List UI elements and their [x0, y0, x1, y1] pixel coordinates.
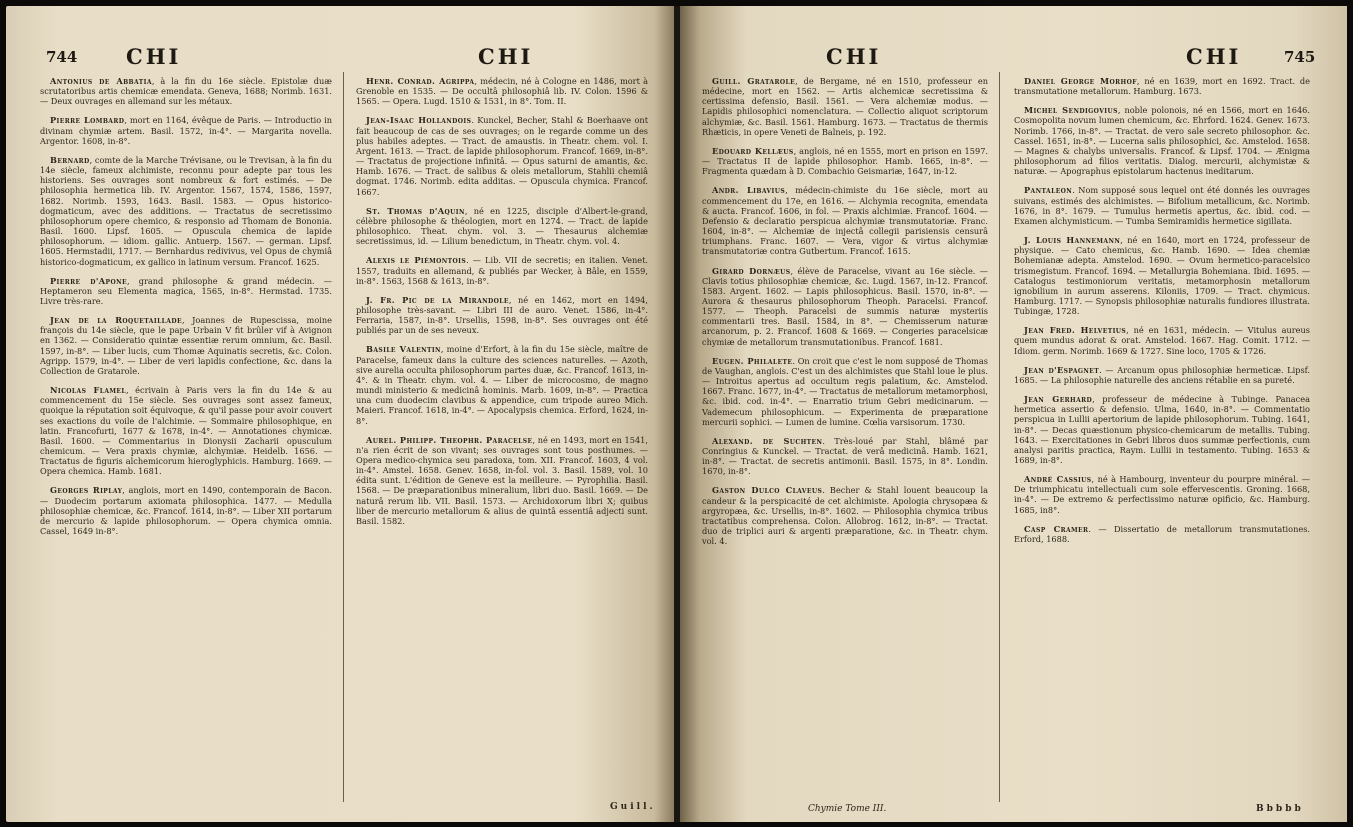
- entry-text: , de Bergame, né en 1510, professeur en médecine, mort en 1562. — Artis alchemicæ secretissima & certissima defensio, Basil. 1561. — Vera alchemiæ modus. — Lapidis philosophici nomenclatura. — Collectio aliquot scriptorum alchymiæ, &c. Basil. 1561. Hamburg. 1673. — Tractatus de thermis Rhæticis, in opere Veneti de Balneis, p. 192.: [702, 76, 988, 137]
- entry-text: , écrivain à Paris vers la fin du 14e & au commencement du 15e siècle. Ses ouvrages sont assez fameux, quoique la réputation soit équivoque, & qu'il passe pour avoir couvert ses exactions du voile de l'alchimie. — Sommaire philosophique, en latin. Francofurti, 1677 & 1678, in-4°. — Annotationes chymicæ. Basil. 1600. — Commentarius in Dionysii Zacharii opusculum chemicum. — Vera praxis chymiæ, alchymiæ. Heidelb. 1656. — Tractatus de figuris alchemicorum hieroglyphicis. Hamburg. 1669. — Opera chemica. Hamb. 1681.: [40, 385, 333, 477]
- dictionary-entry: [356, 255, 648, 285]
- dictionary-entry: [702, 485, 988, 546]
- dictionary-entry: [1014, 185, 1310, 226]
- right-column-1: [702, 76, 988, 555]
- entry-name: Basile Valentin: [366, 344, 441, 355]
- entry-name: André Cassius: [1024, 474, 1092, 485]
- dictionary-entry: [40, 315, 332, 376]
- dictionary-entry: [356, 435, 648, 526]
- page-number-left: 744: [46, 48, 78, 66]
- entry-text: , anglois, né en 1555, mort en prison en 1597. — Tractatus II de lapide philosophor. Hamb. 1665, in-8°. — Fragmenta quædam à D. Combachio Geismariæ, 1647, in-12.: [702, 145, 989, 177]
- entry-text: , professeur de médecine à Tubinge. Panacea hermetica assertio & defensio. Ulma, 1640, in-8°. — Commentatio perspicua in Lullii apertorium de lapide philosophorum. Tubing. 1641, in-8°. — Decas quæstionum physico-chemicarum de metallis. Tubing. 1643. — Exercitationes in Gebri libros duos summæ perfectionis, cum analysi paritis practica, Raym. Lullii in testamento. Tubing. 1653 & 1689, in-8°.: [1014, 394, 1310, 465]
- entry-text: , anglois, mort en 1490, contemporain de Bacon. — Duodecim portarum axiomata philosophica. 1477. — Medulla philosophiæ chemicæ, &c. Francof. 1614, in-8°. — Liber XII portarum de mercurio & lapide philosophorum. — Opera chymica omnia. Cassel, 1649 in-8°.: [40, 485, 332, 537]
- right-page: [680, 6, 1347, 822]
- entry-name: Alexand. de Suchten: [712, 435, 823, 446]
- entry-text: . Nom supposé sous lequel ont été donnés les ouvrages suivans, estimés des alchimistes. — Bifolium metallicum, &c. Norimb. 1676, in 8°. 1679. — Tumulus hermetis apertus, &c. ibid. cod. — Examen alchymisticum. — Tumba Semiramidis hermetice sigillata.: [1014, 185, 1310, 226]
- entry-text: , moine d'Erfort, à la fin du 15e siècle, maître de Paracelse, fameux dans la culture des sciences naturelles. — Azoth, sive aurelia occulta philosophorum partes duæ, &c. Francof. 1613, in-4°. & in Theatr. chym. vol. 4. — Liber de microcosmo, de magno mundi ministerio & medicinâ hominis. Marb. 1609, in-8°. — Practica una cum duodecim clavibus & appendice, cum tripode aureo Mich. Maieri. Francof. 1618, in-4°. — Apocalypsis chemica. Erford, 1624, in-8°.: [356, 344, 648, 426]
- entry-name: Pierre d'Apone: [50, 275, 127, 286]
- entry-text: , noble polonois, né en 1566, mort en 1646. Cosmopolita novum lumen chemicum, &c. Ehrford. 1624. Genev. 1673. Norimb. 1766, in-8°. — Tractat. de vero sale secreto philosophor. &c. Cassel. 1651, in-8°. — Lucerna salis philosophici, &c. Amstelod. 1658. — Magnes & chalybs universalis. Francof. & Lipsf. 1704. — Ænigma philosophorum ad filios veritatis. Dialog. mercurii, alchymistæ & naturæ. — Apographus epistolarum hactenus ineditarum.: [1014, 105, 1310, 177]
- entry-name: Jean Gerhard: [1024, 394, 1093, 405]
- left-page: [6, 6, 674, 822]
- dictionary-entry: [1014, 76, 1310, 96]
- entry-text: , né en 1631, médecin. — Vitulus aureus quem mundus adorat & orat. Amstelod. 1667. Hag. Comit. 1712. — Idiom. germ. Norimb. 1669 & 1727. Sine loco, 1705 & 1726.: [1014, 325, 1310, 356]
- entry-text: , Joannes de Rupescissa, moine françois du 14e siècle, que le pape Urbain V fit brûler vif à Avignon en 1362. — Consideratio quintæ essentiæ rerum omnium, &c. Basil. 1597, in-8°. — Liber lucis, cum Thomæ Aquinatis secretis, &c. Colon. Agripp. 1579, in-4°. — Liber de veri lapidis confectione, &c. dans la Collection de Gratarole.: [40, 315, 332, 376]
- entry-name: Jean-Isaac Hollandois: [366, 115, 472, 126]
- dictionary-entry: [702, 266, 988, 347]
- dictionary-entry: [356, 344, 648, 425]
- entry-name: Alexis le Piémontois: [366, 255, 467, 266]
- dictionary-entry: [702, 76, 988, 137]
- entry-text: . — Dissertatio de metallorum transmutationes. Erford, 1688.: [1014, 523, 1310, 544]
- dictionary-entry: [1014, 235, 1310, 316]
- dictionary-entry: [356, 206, 648, 247]
- entry-text: . Très-loué par Stahl, blâmé par Conringius & Kunckel. — Tractat. de verâ medicinâ. Hamb. 1621, in-8°. — Tractat. de secretis antimonii. Basil. 1575, in 8°. Londin. 1670, in-8°.: [702, 435, 988, 477]
- entry-name: Eugen. Philalete: [712, 355, 793, 366]
- running-header-left: CHI: [126, 44, 182, 69]
- entry-name: Edouard Kellæus: [712, 145, 794, 156]
- entry-name: Nicolas Flamel: [50, 385, 127, 396]
- entry-text: , comte de la Marche Trévisane, ou le Trevisan, à la fin du 14e siècle, fameux alchimiste, reconnu pour adepte par tous les historiens. Ses ouvrages sont nombreux & fort estimés. — De philosophia hermetica lib. IV. Argentor. 1567, 1574, 1586, 1597, 1682. Norimb. 1593, 1643. Basil. 1583. — Opus historico-dogmaticum, avec des additions. — Tractatus de secretissimo philosophorum opere chemico, & responsio ad Thomam de Bononia. Basil. 1600. Lipsf. 1605. — Opuscula chemica de lapide philosophorum. — idiom. gallic. Antuerp. 1567. — german. Lipsf. 1605. Hermstadii, 1717. — Bernhardus redivivus, vel Opus de chymiâ historico-dogmaticum, ex gallico in latinum versum. Francof. 1625.: [40, 154, 332, 267]
- dictionary-entry: [1014, 474, 1310, 515]
- entry-text: , grand philosophe & grand médecin. — Heptameron seu Elementa magica, 1565, in-8°. Hermstad. 1735. Livre très-rare.: [40, 275, 332, 306]
- entry-name: Michel Sendigovius: [1024, 105, 1118, 116]
- entry-name: Georges Riplay: [50, 485, 123, 496]
- signature-mark: Bbbbb: [1256, 804, 1304, 814]
- entry-name: Guill. Gratarole: [712, 76, 796, 86]
- dictionary-entry: [702, 356, 988, 427]
- entry-name: Andr. Libavius: [712, 185, 786, 196]
- entry-text: . Becher & Stahl louent beaucoup la candeur & la perspicacité de cet alchimiste. Apologia chrysopæa & argyropæa, &c. Ursellis, in-8°. 1602. — Philosophia chymica tribus tractatibus comprehensa. Colon. Allobrog. 1612, in-8°. — Tractat. duo de triplici auri & argenti præparatione, &c. in Theatr. chym. vol. 4.: [702, 485, 988, 547]
- entry-name: Aurel. Philipp. Theophr. Paracelse: [366, 434, 533, 445]
- dictionary-entry: [702, 436, 988, 477]
- entry-text: , né en 1493, mort en 1541, n'a rien écrit de son vivant; ses ouvrages sont tous posthumes. — Opera medico-chymica seu paradoxa, tom. XII. Francof. 1603, 4 vol. in-4°. Amstel. 1658. Genev. 1658, in-fol. vol. 3. Basil. 1589, vol. 10 édita sunt. L'édition de Geneve est la meilleure. — Pyrophilia. Basil. 1568. — De præparationibus mineralium, libri duo. Basil. 1669. — De naturâ rerum lib. VII. Basil. 1573. — Archidoxorum libri X; quibus liber de mercurio metallorum & alius de quintâ essentiâ adjecti sunt. Basil. 1582.: [356, 434, 648, 526]
- dictionary-entry: [40, 155, 332, 267]
- entry-name: St. Thomas d'Aquin: [366, 205, 465, 216]
- entry-name: J. Fr. Pic de la Mirandole: [366, 294, 509, 305]
- entry-text: , à la fin du 16e siècle. Epistolæ duæ scrutatoribus artis chemicæ emendata. Geneva, 1688; Norimb. 1631. — Deux ouvrages en allemand sur les métaux.: [40, 76, 332, 107]
- entry-text: , né en 1225, disciple d'Albert-le-grand, célèbre philosophe & théologien, mort en 1274. — Tract. de lapide philosophico. Theat. chym. vol. 3. — Thesaurus alchemiæ secretissimus, id. — Lilium benedictum, in Theatr. chym. vol. 4.: [356, 205, 648, 247]
- volume-signature: Chymie Tome III.: [808, 804, 887, 814]
- catchword: Guill.: [610, 802, 656, 812]
- page-number-right: 745: [1284, 48, 1316, 66]
- column-rule-right: [999, 72, 1000, 802]
- entry-name: Bernard: [50, 154, 90, 165]
- entry-name: Jean d'Espagnet: [1024, 364, 1100, 375]
- entry-name: Casp Cramer: [1024, 523, 1089, 534]
- entry-name: Henr. Conrad. Agrippa: [366, 76, 475, 86]
- dictionary-entry: [40, 115, 332, 145]
- entry-name: Daniel George Morhof: [1024, 76, 1137, 86]
- entry-name: Pantaleon: [1024, 185, 1073, 196]
- entry-text: . — Arcanum opus philosophiæ hermeticæ. Lipsf. 1685. — La philosophie naturelle des anciens rétablie en sa pureté.: [1014, 364, 1310, 385]
- dictionary-entry: [1014, 394, 1310, 465]
- right-column-2: [1014, 76, 1310, 553]
- entry-name: Girard Dornæus: [712, 265, 791, 276]
- entry-text: , médecin, né à Cologne en 1486, mort à Grenoble en 1535. — De occultâ philosophiâ lib. IV. Colon. 1596 & 1565. — Opera. Lugd. 1510 & 1531, in 8°. Tom. II.: [356, 76, 648, 107]
- left-column-2: [356, 76, 648, 535]
- entry-text: , élève de Paracelse, vivant au 16e siècle. — Clavis totius philosophiæ chemicæ, &c. Lugd. 1567, in-12. Francof. 1583. Argent. 1602. — Lapis philosophicus. Basil. 1570, in-8°. — Aurora & thesaurus philosophorum Theoph. Paracelsi. Francof. 1577. — Theoph. Paracelsi de summis naturæ mysteriis commentarii tres. Basil. 1584, in 8°. — Chemisserum naturæ arcanorum, p. 2. Francof. 1608 & 1669. — Congeries paracelsicæ chymiæ de metallorum transmutationibus. Francof. 1681.: [702, 265, 988, 347]
- entry-text: . — Lib. VII de secretis; en italien. Venet. 1557, traduits en allemand, & publiés par Wecker, à Bâle, en 1559, in-8°. 1563, 1568 & 1613, in-8°.: [356, 255, 649, 286]
- dictionary-entry: [40, 76, 332, 106]
- running-header-right: CHI: [1186, 44, 1242, 69]
- column-rule-left: [343, 72, 344, 802]
- entry-name: J. Louis Hannemann: [1024, 235, 1121, 246]
- dictionary-entry: [40, 385, 332, 476]
- entry-text: , né en 1639, mort en 1692. Tract. de transmutatione metallorum. Hamburg. 1673.: [1014, 76, 1311, 97]
- running-header-center-right: CHI: [826, 44, 882, 69]
- entry-text: , né à Hambourg, inventeur du pourpre minéral. — De triumphicatu intellectuali cum sole effervescentis. Groning. 1668, in-4°. — De extremo & perfectissimo naturæ opificio, &c. Hamburg. 1685, in8°.: [1014, 474, 1310, 515]
- entry-text: , né en 1640, mort en 1724, professeur de physique. — Cato chemicus, &c. Hamb. 1690. — Idea chemiæ Bohemianæ adepta. Amstelod. 1690. — Ovum hermetico-paracelsico trismegistum. Francof. 1694. — Metallurgia Bohemiana. Ibid. 1695. — Catalogus testimoniorum veritatis, metamorphosin metallorum ignobilium in aurum asserens. Kiloniis, 1709. — Tract. chymicus. Hamburg. 1717. — Synopsis philosophiæ naturalis fundiores illustrata. Tubingæ, 1728.: [1014, 235, 1310, 317]
- book-spread: [6, 6, 1347, 822]
- dictionary-entry: [702, 185, 988, 256]
- entry-name: Gaston Dulco Claveus: [712, 485, 823, 496]
- dictionary-entry: [1014, 524, 1310, 544]
- dictionary-entry: [1014, 325, 1310, 355]
- entry-text: , médecin-chimiste du 16e siècle, mort au commencement du 17e, en 1616. — Alchymia recognita, emendata & aucta. Francof. 1606, in fol. — Praxis alchimiæ. Francof. 1604. — Defensio & declaratio perspicua alchymiæ transmutatoriæ. Franc. 1604, in-8°. — Alchemiæ de injectâ collegii parisiensis censurâ triumphans. Franc. 1607. — Vera, vigor & virtus alchymiæ transmutatoriæ contra Gutbertum. Francof. 1615.: [702, 185, 988, 257]
- dictionary-entry: [356, 115, 648, 196]
- entry-name: Jean Fred. Helvetius: [1024, 325, 1127, 336]
- running-header-center-left: CHI: [478, 44, 534, 69]
- dictionary-entry: [356, 76, 648, 106]
- dictionary-entry: [356, 295, 648, 336]
- dictionary-entry: [40, 276, 332, 306]
- entry-name: Jean de la Roquetaillade: [50, 315, 182, 326]
- dictionary-entry: [1014, 365, 1310, 385]
- entry-text: . On croit que c'est le nom supposé de Thomas de Vaughan, anglois. C'est un des alchimistes que Stahl loue le plus. — Introitus apertus ad occultum regis palatium, &c. Amstelod. 1667. Franc. 1677, in-4°. — Tractatus de metallorum metamorphosi, &c. ibid. cod. in-4°. — Enarratio trium Gebri medicinarum. — Vademecum philosophicum. — Experimenta de præparatione mercurii sophici. — Lumen de lumine. Cœlia varsisorum. 1730.: [702, 355, 989, 427]
- dictionary-entry: [1014, 105, 1310, 176]
- dictionary-entry: [40, 485, 332, 536]
- entry-name: Antonius de Abbatia: [50, 76, 152, 86]
- entry-name: Pierre Lombard: [50, 115, 125, 126]
- entry-text: . Kunckel, Becher, Stahl & Boerhaave ont fait beaucoup de cas de ses ouvrages; on le regarde comme un des plus habiles adeptes. — Tract. de amaustis. in Theatr. chem. vol. I. Argent. 1613. — Tract. de lapide philosophorum. Francof. 1669, in-8°. — Tractatus de projectione infinitâ. — Opus saturni de amantis, &c. Hamb. 1676. — Tract. de salibus & oleis metallorum, Stahlii chemiâ dogmat. 1746. Norimb. edita additas. — Opuscula chymica. Francof. 1667.: [356, 115, 648, 197]
- entry-text: , né en 1462, mort en 1494, philosophe très-savant. — Libri III de auro. Venet. 1586, in-4°. Ferraria, 1587, in-8°. Ursellis, 1598, in-8°. Ses ouvrages ont été publiés par un de ses neveux.: [356, 294, 648, 336]
- entry-text: , mort en 1164, évêque de Paris. — Introductio in divinam chymiæ artem. Basil. 1572, in-4°. — Margarita novella. Argentor. 1608, in-8°.: [40, 115, 332, 146]
- left-column-1: [40, 76, 332, 545]
- dictionary-entry: [702, 146, 988, 176]
